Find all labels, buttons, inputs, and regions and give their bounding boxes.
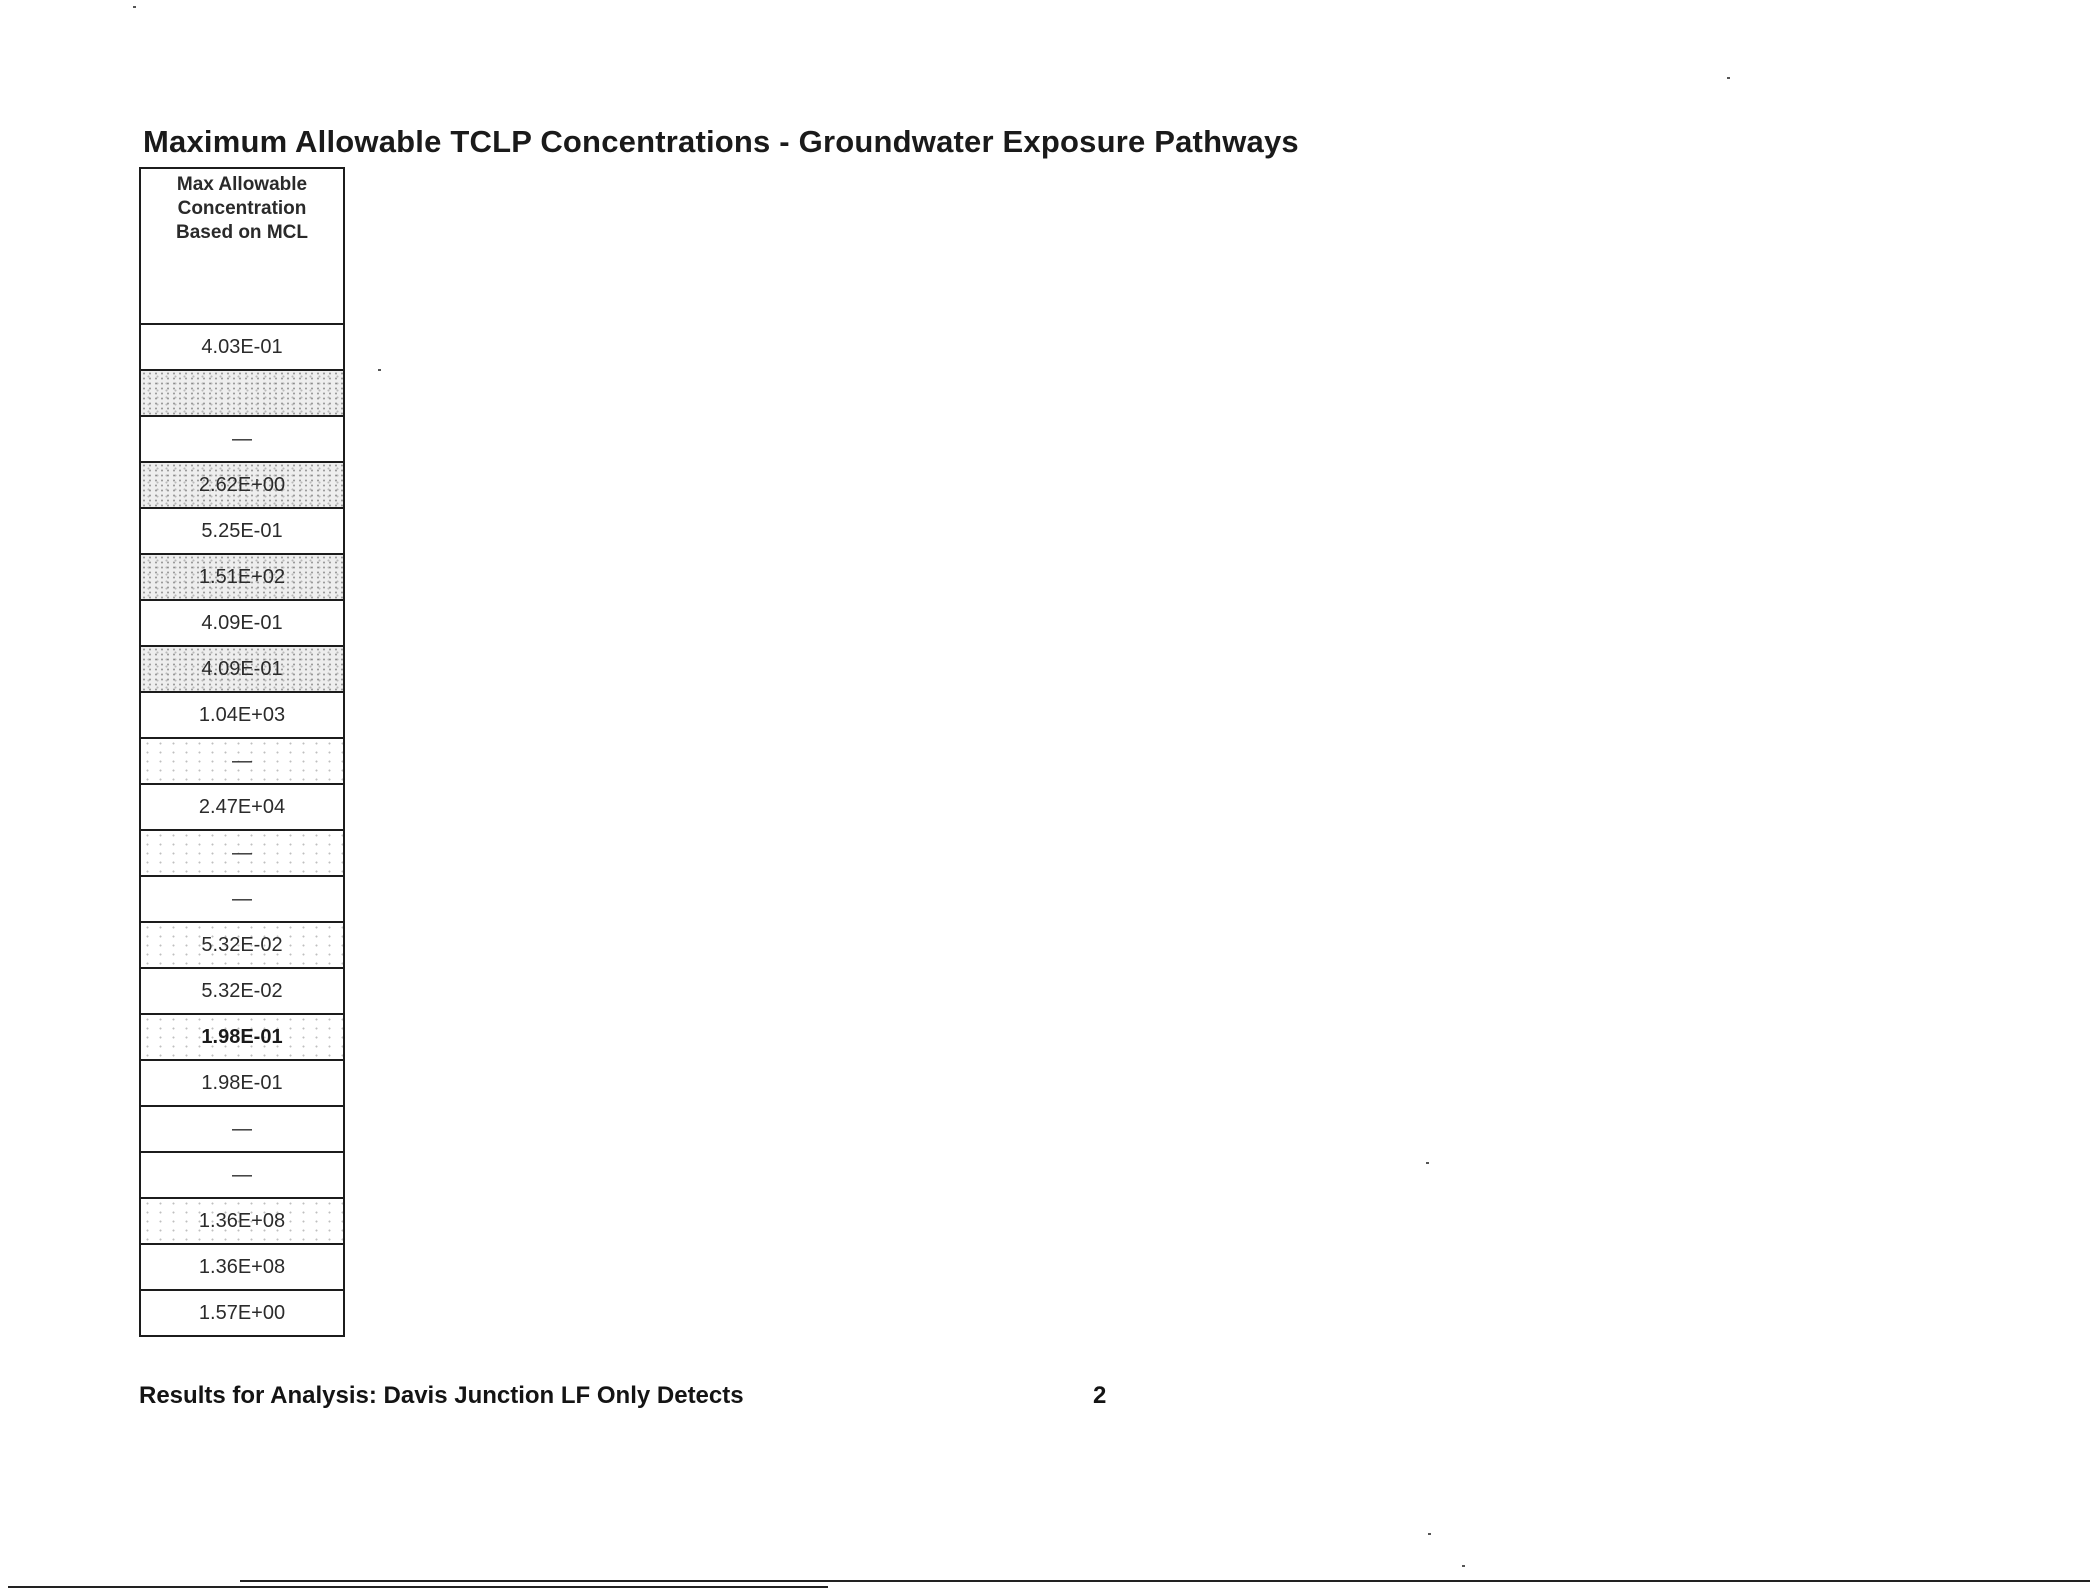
page-number: 2 [1093,1382,1107,1409]
table-cell-value: 5.32E-02 [140,922,344,968]
table-cell-value: 5.32E-02 [140,968,344,1014]
table-cell-value: 2.62E+00 [140,462,344,508]
table-cell-value: 1.36E+08 [140,1198,344,1244]
table-cell-value: 1.98E-01 [140,1060,344,1106]
table-row [140,876,344,922]
table-row [140,830,344,876]
table-cell-value: 4.03E-01 [140,324,344,370]
table-cell-value: 1.04E+03 [140,692,344,738]
scan-speck [1428,1533,1431,1535]
column-header [140,168,344,324]
table-row [140,646,344,692]
table-row [140,462,344,508]
bottom-rule-right [240,1580,2090,1582]
table-cell-value: 2.47E+04 [140,784,344,830]
table-row [140,1060,344,1106]
table-cell-value: 1.57E+00 [140,1290,344,1336]
table-row [140,370,344,416]
table-row [140,784,344,830]
table-row [140,922,344,968]
table-cell-value: — [140,876,344,922]
table-row [140,508,344,554]
table-cell-value: — [140,416,344,462]
table-row [140,968,344,1014]
table-row [140,416,344,462]
table-row [140,1014,344,1060]
footer-text: Results for Analysis: Davis Junction LF Only Detects [139,1382,744,1409]
table-row [140,324,344,370]
table-cell-value: 1.36E+08 [140,1244,344,1290]
page-title: Maximum Allowable TCLP Concentrations - Groundwater Exposure Pathways [143,124,1299,159]
table-cell-value [140,370,344,416]
table-cell-value: 1.98E-01 [140,1014,344,1060]
concentration-table [139,167,345,1337]
table-row [140,1290,344,1336]
table-row [140,1244,344,1290]
table-row [140,1106,344,1152]
table-cell-value: 4.09E-01 [140,600,344,646]
scan-speck [1426,1162,1429,1164]
table-row [140,1152,344,1198]
table-cell-value: 5.25E-01 [140,508,344,554]
table-row [140,554,344,600]
table-header-row [140,168,344,324]
table-row [140,692,344,738]
table-cell-value: 1.51E+02 [140,554,344,600]
table-cell-value: — [140,1106,344,1152]
scan-speck [378,369,381,371]
table-row [140,1198,344,1244]
scan-speck [133,6,136,8]
table-row [140,738,344,784]
scan-speck [1462,1565,1465,1567]
table-cell-value: — [140,1152,344,1198]
table-cell-value: — [140,830,344,876]
column-header-label: Max Allowable Concentration Based on MCL [176,174,308,243]
table-row [140,600,344,646]
scan-speck [1727,77,1730,79]
table-cell-value: — [140,738,344,784]
table-body [140,324,344,1336]
table-cell-value: 4.09E-01 [140,646,344,692]
